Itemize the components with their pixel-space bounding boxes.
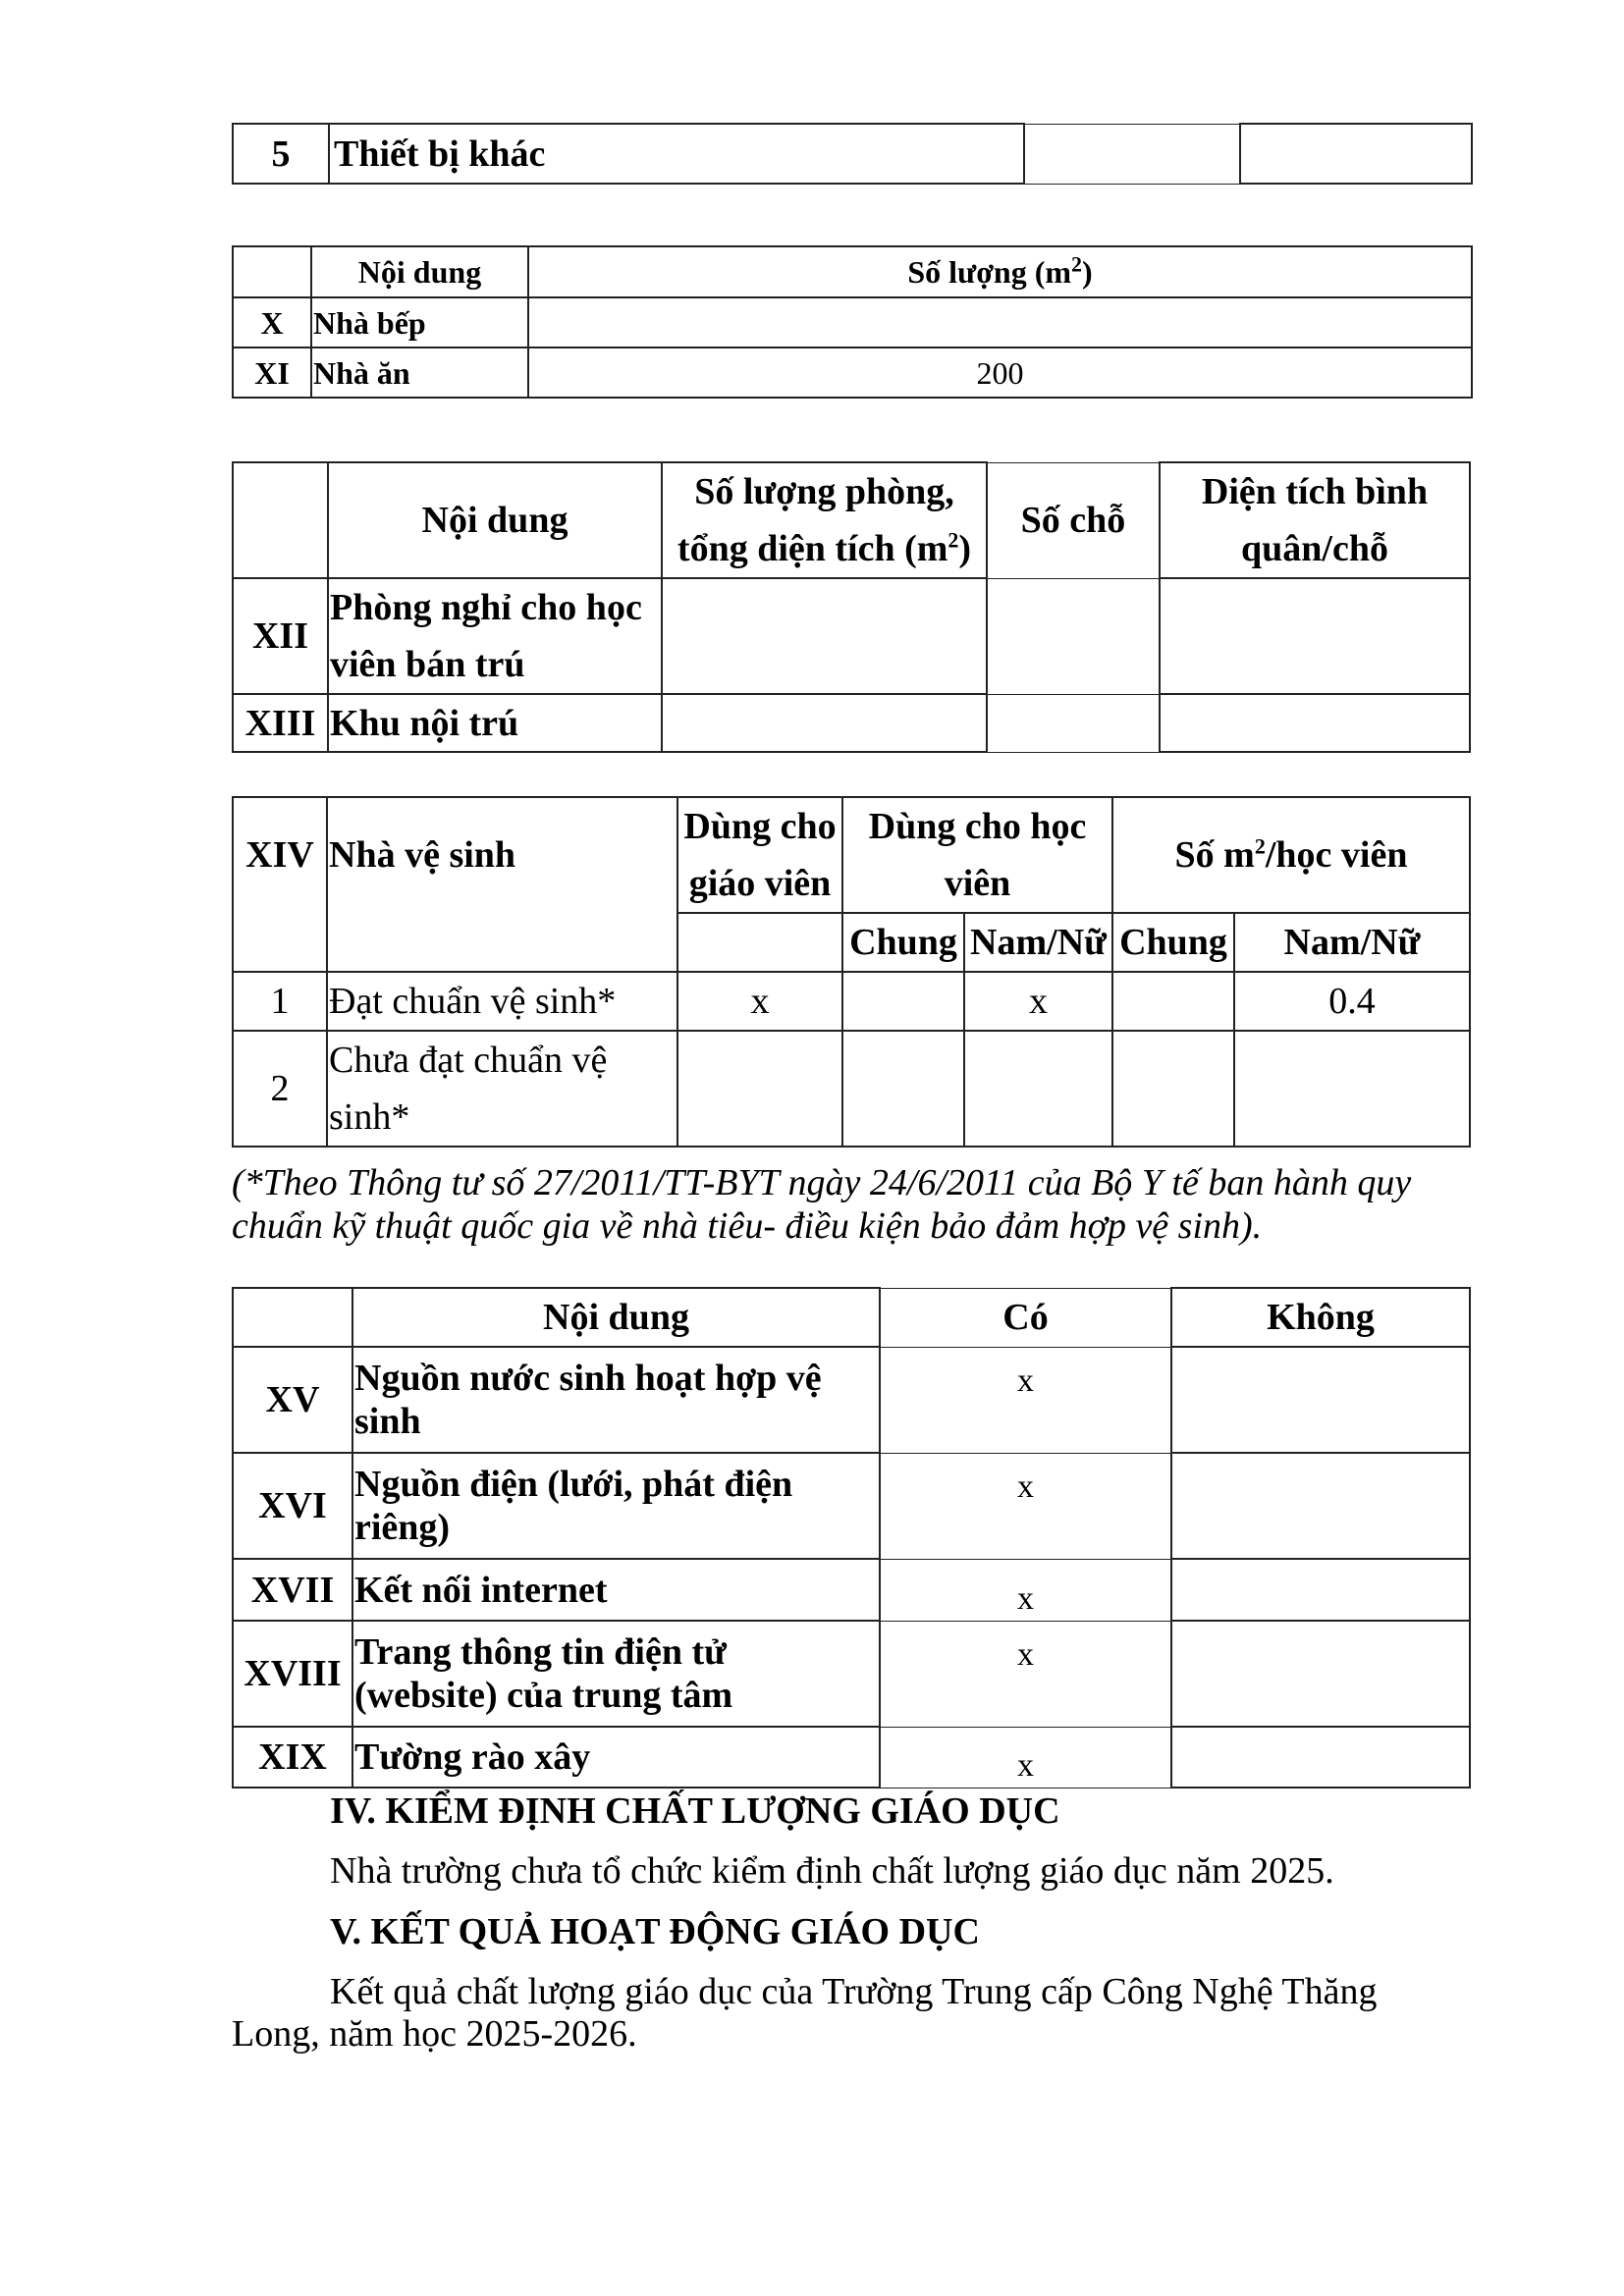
row-label-line2: sinh* [329, 1096, 410, 1138]
row-value: 200 [528, 347, 1472, 398]
header-rooms-end: ) [958, 528, 972, 569]
header-no-text: XIV [245, 834, 314, 876]
row-label-line2: (website) của trung tâm [354, 1675, 733, 1716]
cell [1160, 694, 1470, 752]
row-label: Nhà bếp [311, 297, 528, 347]
table-row [233, 972, 1470, 1031]
header-rooms [662, 462, 987, 578]
header-no [233, 797, 327, 972]
header-per-student-text: Số m [1174, 834, 1255, 876]
cell-no [1171, 1453, 1470, 1559]
header-no-col: Không [1171, 1288, 1470, 1347]
header-avg-line2: quân/chỗ [1241, 528, 1388, 569]
header-per-student-end: /học viên [1265, 834, 1408, 876]
cell-yes: x [880, 1621, 1171, 1727]
row-label-line1: Trang thông tin điện tử [354, 1631, 727, 1673]
table-header-row [233, 797, 1470, 913]
rooms-table [232, 461, 1471, 753]
table-row [233, 1453, 1470, 1559]
cell [677, 913, 842, 972]
equipment-table [232, 123, 1473, 185]
header-rooms-text: tổng diện tích (m [677, 528, 948, 569]
header-rooms-line1: Số lượng phòng, [694, 471, 954, 512]
table-row [233, 1031, 1470, 1147]
row-label [352, 1621, 880, 1727]
subheader-gender: Nam/Nữ [964, 913, 1112, 972]
footnote [232, 1161, 1471, 1248]
section-v-text-line1: Kết quả chất lượng giáo dục của Trường Trung cấp Công Nghệ Thăng [330, 1971, 1378, 2012]
cell [662, 578, 987, 694]
table-row [233, 1347, 1470, 1453]
superscript: 2 [1071, 251, 1083, 277]
table-row [233, 1621, 1470, 1727]
header-seats: Số chỗ [987, 462, 1160, 578]
row-label [352, 1453, 880, 1559]
cell-teachers [677, 1031, 842, 1147]
header-teachers-line2: giáo viên [688, 863, 832, 904]
section-iv-text: Nhà trường chưa tổ chức kiểm định chất lượng giáo dục năm 2025. [330, 1850, 1334, 1892]
row-label-line1: Phòng nghỉ cho học [330, 587, 642, 628]
table-row [233, 1727, 1470, 1788]
header-students [842, 797, 1112, 913]
header-yes: Có [880, 1288, 1171, 1347]
cell-m2-common [1112, 1031, 1234, 1147]
header-rooms-line2 [663, 520, 986, 577]
cell-yes: x [880, 1559, 1171, 1621]
subheader-gender: Nam/Nữ [1234, 913, 1470, 972]
header-quantity-end: ) [1082, 254, 1093, 290]
cell-yes: x [880, 1453, 1171, 1559]
subheader-common: Chung [1112, 913, 1234, 972]
row-label-line1: Nguồn nước sinh hoạt hợp vệ [354, 1358, 822, 1399]
header-students-line2: viên [944, 863, 1011, 904]
table-row [233, 347, 1472, 398]
table-row [233, 124, 1472, 184]
header-avg [1160, 462, 1470, 578]
row-number: 2 [233, 1031, 327, 1147]
header-students-line1: Dùng cho học [868, 806, 1087, 847]
header-content: Nội dung [311, 246, 528, 297]
footnote-line1: (*Theo Thông tư số 27/2011/TT-BYT ngày 24/6/2011 của Bộ Y tế ban hành quy [232, 1162, 1412, 1203]
row-label: Thiết bị khác [329, 124, 1024, 184]
row-number: XI [233, 347, 311, 398]
table-header-row [233, 1288, 1470, 1347]
header-teachers [677, 797, 842, 913]
header-quantity [528, 246, 1472, 297]
row-label-line2: riêng) [354, 1507, 451, 1548]
header-quantity-text: Số lượng (m [907, 254, 1072, 290]
header-no [233, 1288, 352, 1347]
utilities-table [232, 1287, 1471, 1789]
row-number: XII [233, 578, 328, 694]
table-row [233, 578, 1470, 694]
cell-students-common [842, 1031, 964, 1147]
row-label-line1: Chưa đạt chuẩn vệ [329, 1040, 608, 1081]
header-content: Nội dung [352, 1288, 880, 1347]
row-label [327, 1031, 677, 1147]
row-number: XIX [233, 1727, 352, 1788]
cell-m2-gender [1234, 1031, 1470, 1147]
row-label: Khu nội trú [328, 694, 662, 752]
row-number: XIII [233, 694, 328, 752]
row-number: XVI [233, 1453, 352, 1559]
cell [987, 694, 1160, 752]
cell-yes: x [880, 1347, 1171, 1453]
cell-no [1171, 1621, 1470, 1727]
header-per-student [1112, 797, 1470, 913]
header-no [233, 246, 311, 297]
cell-teachers: x [677, 972, 842, 1031]
row-value [528, 297, 1472, 347]
section-v-text-line2: Long, năm học 2025-2026. [232, 2013, 637, 2055]
header-content: Nội dung [328, 462, 662, 578]
cell-m2-common [1112, 972, 1234, 1031]
table-row [233, 694, 1470, 752]
superscript: 2 [1254, 833, 1266, 859]
table-header-row [233, 462, 1470, 578]
cell-no [1171, 1727, 1470, 1788]
header-avg-line1: Diện tích bình [1201, 471, 1429, 512]
cell-yes: x [880, 1727, 1171, 1788]
row-label [352, 1347, 880, 1453]
cell [1024, 124, 1240, 184]
row-label-line2: sinh [354, 1401, 421, 1442]
toilets-table [232, 796, 1471, 1148]
row-label-line1: Nguồn điện (lưới, phát điện [354, 1464, 793, 1505]
header-label-text: Nhà vệ sinh [329, 834, 516, 876]
row-label-line2: viên bán trú [330, 644, 525, 685]
cell [1160, 578, 1470, 694]
table-header-row [233, 246, 1472, 297]
section-iv-heading: IV. KIỂM ĐỊNH CHẤT LƯỢNG GIÁO DỤC [330, 1790, 1060, 1832]
cell [662, 694, 987, 752]
cell-no [1171, 1347, 1470, 1453]
row-number: XVIII [233, 1621, 352, 1727]
row-number: XVII [233, 1559, 352, 1621]
cell-m2-gender: 0.4 [1234, 972, 1470, 1031]
row-number: 5 [233, 124, 329, 184]
row-label: Đạt chuẩn vệ sinh* [327, 972, 677, 1031]
subheader-common: Chung [842, 913, 964, 972]
row-label [328, 578, 662, 694]
cell-students-common [842, 972, 964, 1031]
superscript: 2 [947, 527, 959, 553]
header-teachers-line1: Dùng cho [683, 806, 837, 847]
kitchen-table [232, 245, 1473, 399]
row-number: X [233, 297, 311, 347]
cell [987, 578, 1160, 694]
header-no [233, 462, 328, 578]
section-v-heading: V. KẾT QUẢ HOẠT ĐỘNG GIÁO DỤC [330, 1911, 980, 1952]
row-label: Tường rào xây [352, 1727, 880, 1788]
table-row [233, 1559, 1470, 1621]
header-label [327, 797, 677, 972]
cell [1240, 124, 1472, 184]
row-label: Kết nối internet [352, 1559, 880, 1621]
footnote-line2: chuẩn kỹ thuật quốc gia về nhà tiêu- điều kiện bảo đảm hợp vệ sinh). [232, 1205, 1263, 1247]
row-number: XV [233, 1347, 352, 1453]
table-row [233, 297, 1472, 347]
cell-no [1171, 1559, 1470, 1621]
cell-students-gender: x [964, 972, 1112, 1031]
row-number: 1 [233, 972, 327, 1031]
cell-students-gender [964, 1031, 1112, 1147]
row-label: Nhà ăn [311, 347, 528, 398]
